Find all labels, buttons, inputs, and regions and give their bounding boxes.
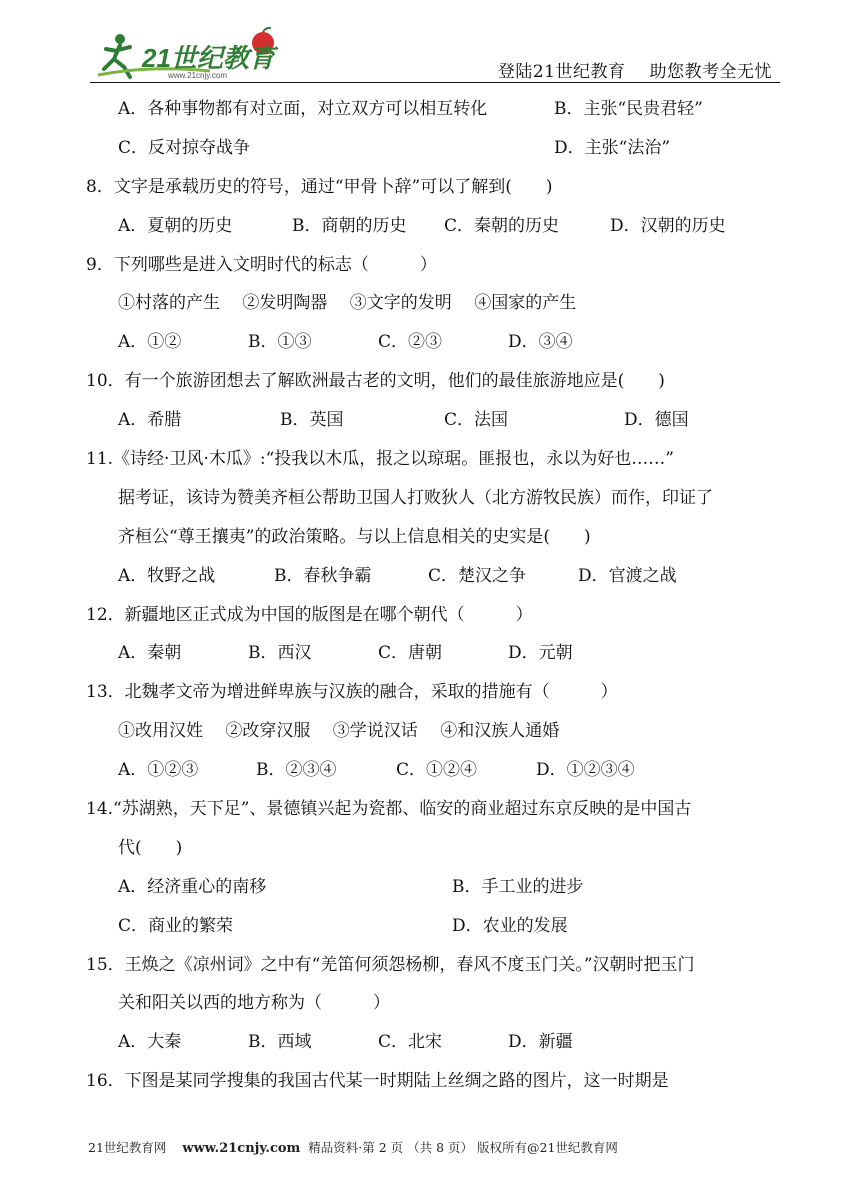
question-13: 13．北魏孝文帝为增进鲜卑族与汉族的融合，采取的措施有（ ） <box>86 682 618 703</box>
q13-option-c: C．①②④ <box>396 760 478 781</box>
q15-options <box>118 1025 788 1064</box>
page-footer <box>88 1138 618 1156</box>
header-divider <box>90 82 780 83</box>
q12-option-a: A．秦朝 <box>118 643 182 664</box>
footer-org: 21世纪教育网 <box>88 1140 167 1155</box>
q8-option-a: A．夏朝的历史 <box>118 215 233 236</box>
q9-option-c: C．②③ <box>378 332 443 353</box>
q13-items: ①改用汉姓 ②改穿汉服 ③学说汉话 ④和汉族人通婚 <box>118 721 560 742</box>
q8-option-d: D．汉朝的历史 <box>610 215 726 236</box>
q8-option-c: C．秦朝的历史 <box>444 215 560 236</box>
logo-graphic <box>90 25 290 83</box>
q8-option-b: B．商朝的历史 <box>292 215 407 236</box>
q14-option-a: A．经济重心的南移 <box>118 876 267 897</box>
question-12: 12．新疆地区正式成为中国的版图是在哪个朝代（ ） <box>86 604 533 625</box>
q14-option-d: D．农业的发展 <box>452 915 568 936</box>
page-header <box>90 25 780 85</box>
question-10: 10．有一个旅游团想去了解欧洲最古老的文明，他们的最佳旅游地应是( ) <box>86 371 665 392</box>
q15-option-b: B．西域 <box>248 1032 312 1053</box>
question-8: 8．文字是承载历史的符号，通过“甲骨卜辞”可以了解到( ) <box>86 176 553 197</box>
q15-option-c: C．北宋 <box>378 1032 443 1053</box>
question-11-line3: 齐桓公“尊王攘夷”的政治策略。与以上信息相关的史实是( ) <box>118 526 591 547</box>
q10-option-b: B．英国 <box>280 410 344 431</box>
q9-option-b: B．①③ <box>248 332 312 353</box>
q7-options-row2 <box>118 131 788 170</box>
logo-text: 21世纪教育 <box>142 43 275 73</box>
question-14-line1: 14.“苏湖熟，天下足”、景德镇兴起为瓷都、临安的商业超过东京反映的是中国古 <box>86 799 692 820</box>
q13-option-d: D．①②③④ <box>536 760 635 781</box>
q11-options <box>118 559 788 598</box>
header-slogan <box>498 57 772 82</box>
question-15-line1: 15．王焕之《凉州词》之中有“羌笛何须怨杨柳，春风不度玉门关。”汉朝时把玉门 <box>86 954 695 975</box>
q12-option-d: D．元朝 <box>508 643 573 664</box>
q15-option-d: D．新疆 <box>508 1032 573 1053</box>
q10-option-c: C．法国 <box>444 410 509 431</box>
q9-items: ①村落的产生 ②发明陶器 ③文字的发明 ④国家的产生 <box>118 293 577 314</box>
footer-page-info: 精品资料·第 2 页 （共 8 页） 版权所有@21世纪教育网 <box>308 1140 618 1155</box>
q11-option-b: B．春秋争霸 <box>274 565 372 586</box>
q11-option-d: D．官渡之战 <box>578 565 677 586</box>
footer-site-link[interactable]: www.21cnjy.com <box>182 1141 301 1156</box>
q13-options <box>118 753 788 792</box>
q11-option-c: C．楚汉之争 <box>428 565 527 586</box>
q12-option-b: B．西汉 <box>248 643 312 664</box>
q10-options <box>118 403 788 442</box>
q13-option-b: B．②③④ <box>256 760 337 781</box>
q9-option-a: A．①② <box>118 332 182 353</box>
question-15-line2: 关和阳关以西的地方称为（ ） <box>118 993 390 1014</box>
q15-option-a: A．大秦 <box>118 1032 182 1053</box>
slogan-right: 助您教考全无忧 <box>649 62 772 82</box>
q14-option-b: B．手工业的进步 <box>452 876 584 897</box>
q11-option-a: A．牧野之战 <box>118 565 216 586</box>
q7-option-a: A．各种事物都有对立面，对立双方可以相互转化 <box>118 99 488 119</box>
q13-option-a: A．①②③ <box>118 760 199 781</box>
question-11-line2: 据考证，该诗为赞美齐桓公帮助卫国人打败狄人（北方游牧民族）而作，印证了 <box>118 487 713 508</box>
q14-option-c: C．商业的繁荣 <box>118 915 234 936</box>
question-11-line1: 11.《诗经·卫风·木瓜》:“投我以木瓜，报之以琼琚。匪报也，永以为好也……” <box>86 449 674 470</box>
q10-option-a: A．希腊 <box>118 410 182 431</box>
question-16: 16．下图是某同学搜集的我国古代某一时期陆上丝绸之路的图片，这一时期是 <box>86 1071 669 1092</box>
q9-option-d: D．③④ <box>508 332 573 353</box>
q10-option-d: D．德国 <box>624 410 689 431</box>
q12-options <box>118 636 788 675</box>
question-9: 9．下列哪些是进入文明时代的标志（ ） <box>86 254 437 275</box>
question-14-line2: 代( ) <box>118 837 183 858</box>
site-logo[interactable] <box>90 25 290 83</box>
q9-options <box>118 325 788 364</box>
q7-option-d: D．主张“法治” <box>554 137 671 158</box>
q7-option-b: B．主张“民贵君轻” <box>554 99 703 119</box>
q7-option-c: C．反对掠夺战争 <box>118 137 251 158</box>
q14-options-row1 <box>118 870 788 909</box>
q14-options-row2 <box>118 909 788 948</box>
logo-url: www.21cnjy.com <box>168 71 227 80</box>
question-list <box>86 92 788 1103</box>
q8-options <box>118 209 788 248</box>
q7-options-row1 <box>118 92 788 131</box>
q12-option-c: C．唐朝 <box>378 643 443 664</box>
slogan-left: 登陆21世纪教育 <box>497 62 626 82</box>
